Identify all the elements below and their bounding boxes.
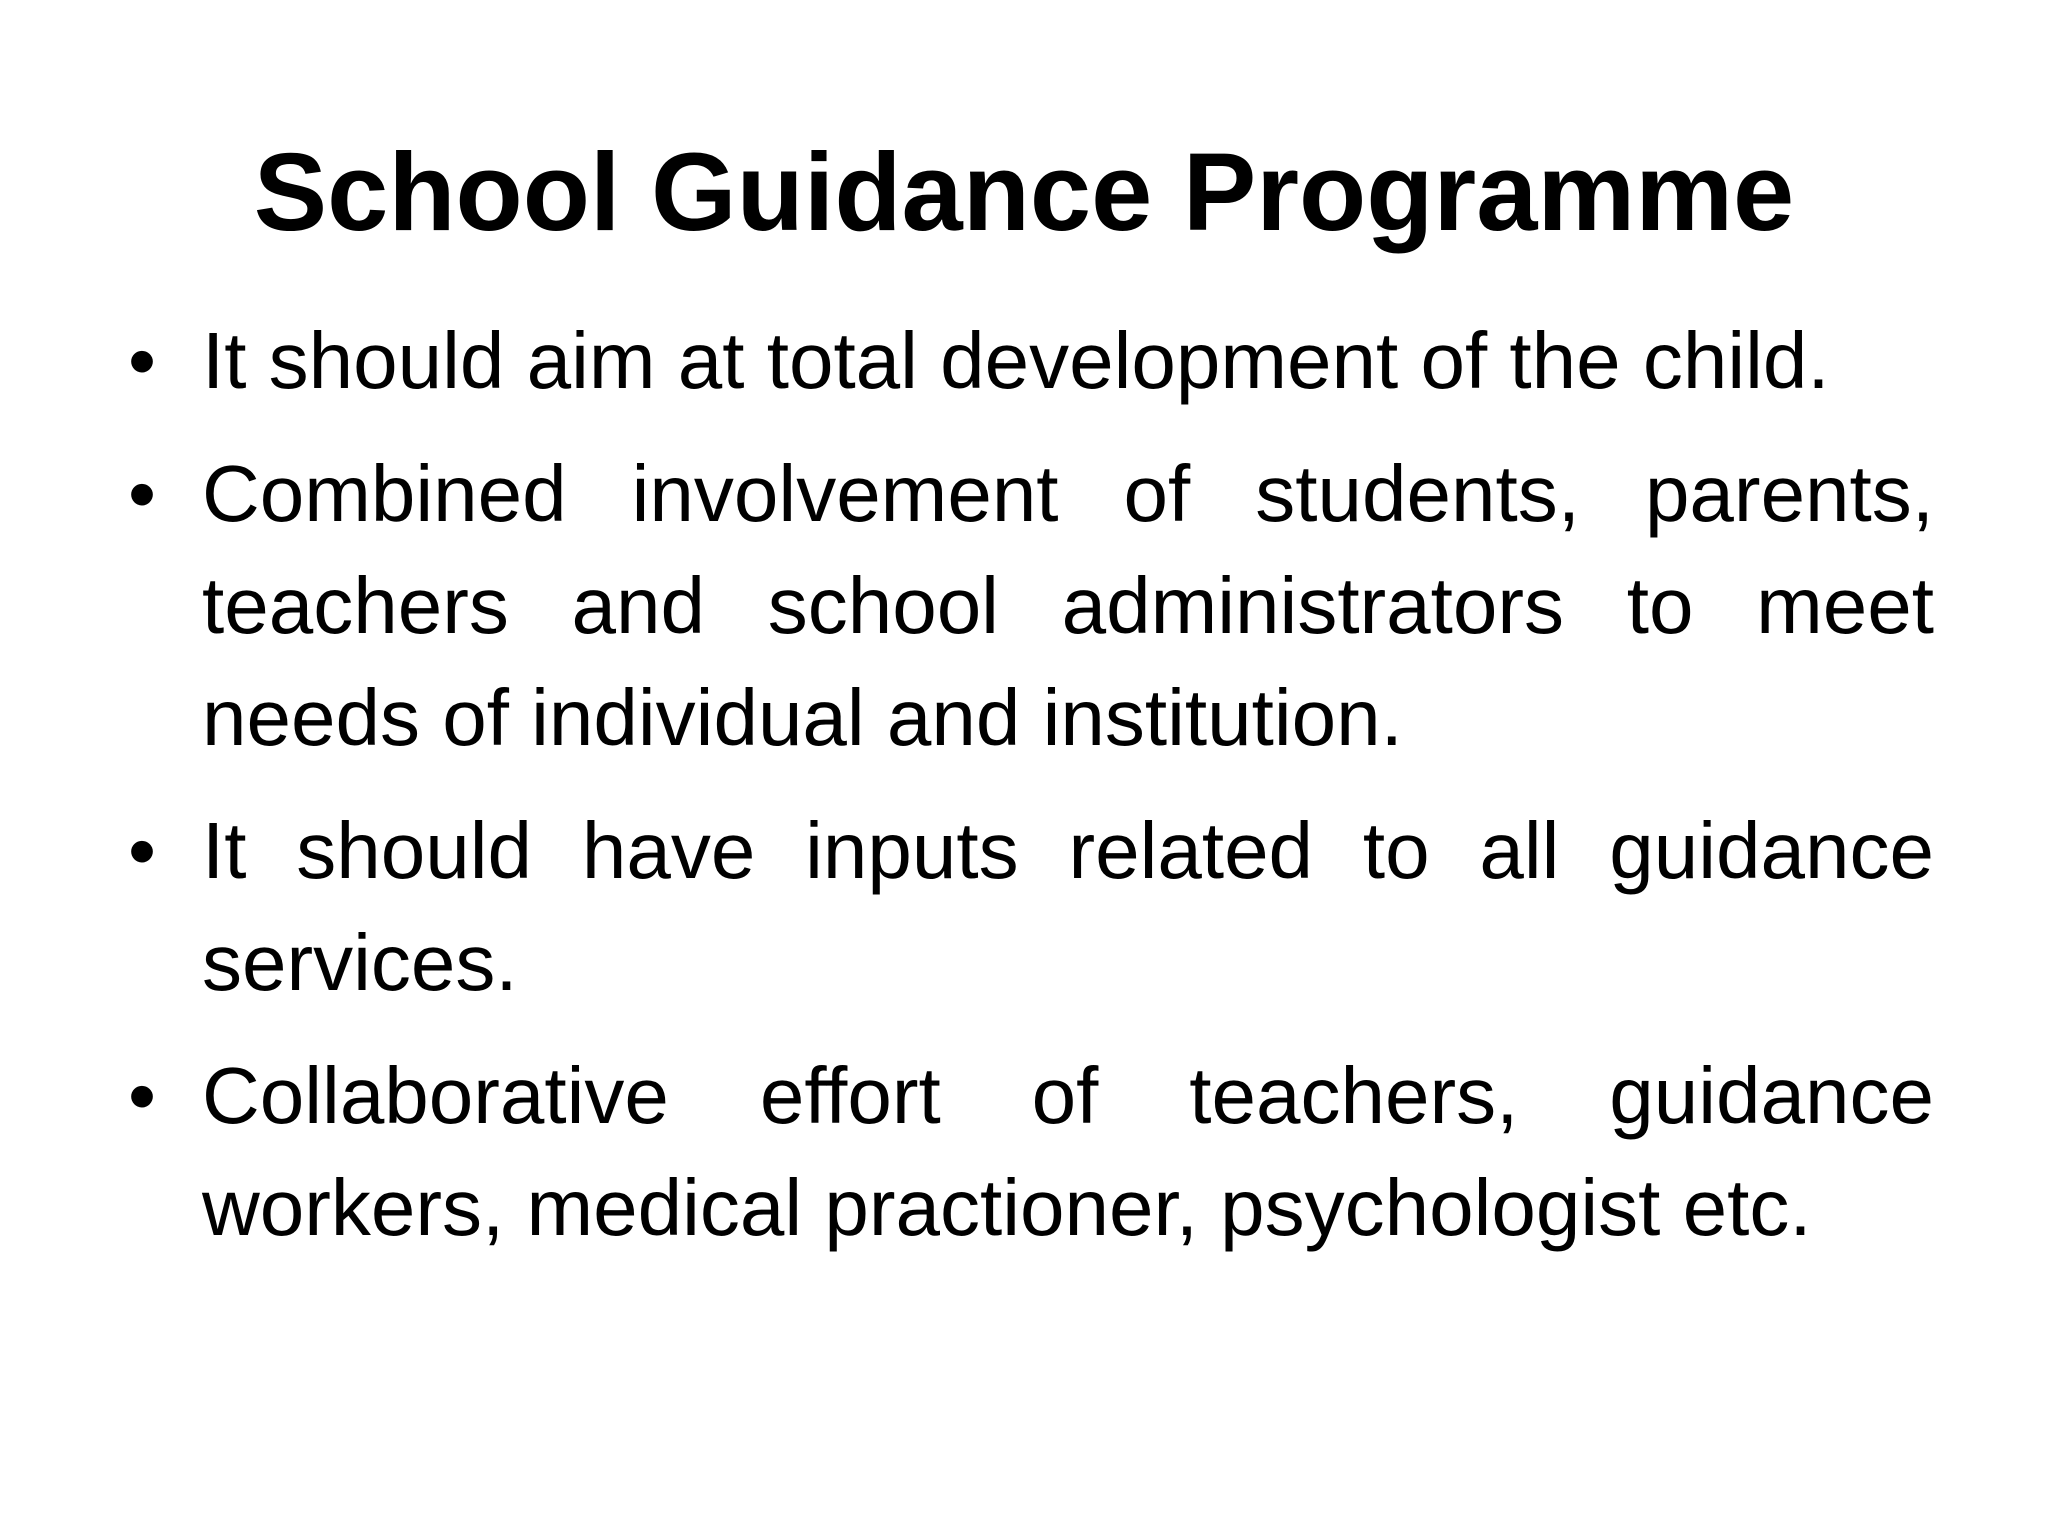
slide-title: School Guidance Programme xyxy=(253,131,1795,254)
bullet-text: It should aim at total development of the child. xyxy=(202,316,1830,405)
bullet-dot-icon: • xyxy=(128,806,157,895)
bullet-text: Collaborative effort of teachers, guidance workers, medical practioner, psychologist etc. xyxy=(202,1051,1934,1252)
bullet-item xyxy=(124,305,1934,417)
bullet-item xyxy=(124,438,1934,774)
bullet-dot-icon: • xyxy=(128,316,157,405)
bullet-text: Combined involvement of students, parents, teachers and school administrators to meet needs of individual and institution. xyxy=(202,449,1934,762)
bullet-item xyxy=(124,795,1934,1019)
bullet-dot-icon: • xyxy=(128,1051,157,1140)
bullet-list xyxy=(124,305,1934,1285)
bullet-dot-icon: • xyxy=(128,449,157,538)
bullet-item xyxy=(124,1040,1934,1264)
bullet-text: It should have inputs related to all guidance services. xyxy=(202,806,1934,1007)
